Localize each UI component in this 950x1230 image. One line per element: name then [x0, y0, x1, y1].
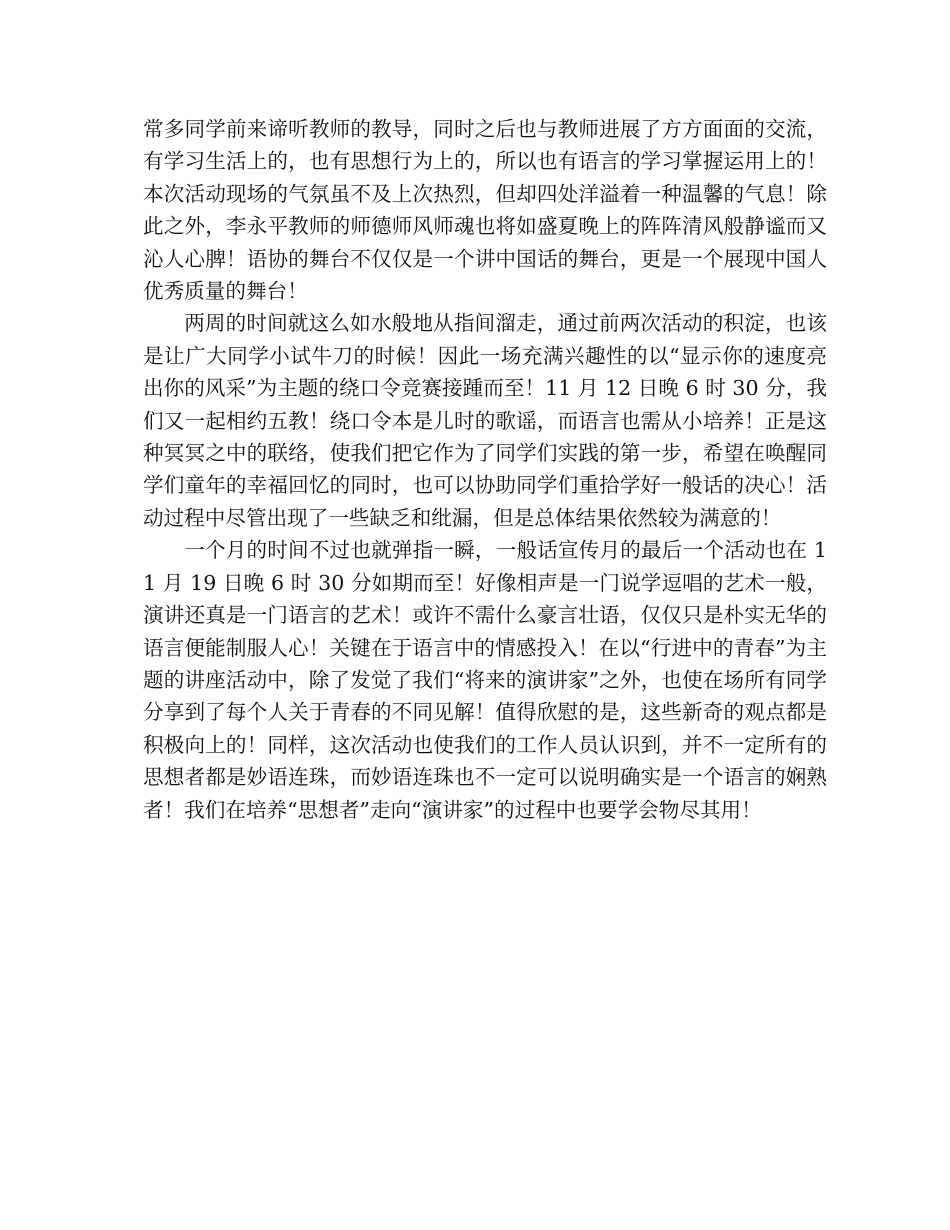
- paragraph-2: 两周的时间就这么如水般地从指间溜走，通过前两次活动的积淀，也该是让广大同学小试牛刀的时候！因此一场充满兴趣性的以“显示你的速度亮出你的风采”为主题的绕口令竞赛接踵而至！11 月 12 日晚 6 时 30 分，我们又一起相约五教！绕口令本是儿时的歌谣，而语言也需从小培养！正是这种冥冥之中的联络，使我们把它作为了同学们实践的第一步，希望在唤醒同学们童年的幸福回忆的同时，也可以协助同学们重拾学好一般话的决心！活动过程中尽管出现了一些缺乏和纰漏，但是总体结果依然较为满意的！: [143, 311, 827, 530]
- paragraph-3: 一个月的时间不过也就弹指一瞬，一般话宣传月的最后一个活动也在 11 月 19 日晚 6 时 30 分如期而至！好像相声是一门说学逗唱的艺术一般，演讲还真是一门语言的艺术！或许不需什么豪言壮语，仅仅只是朴实无华的语言便能制服人心！关键在于语言中的情感投入！在以“行进中的青春”为主题的讲座活动中，除了发觉了我们“将来的演讲家”之外，也使在场所有同学分享到了每个人关于青春的不同见解！值得欣慰的是，这些新奇的观点都是积极向上的！同样，这次活动也使我们的工作人员认识到，并不一定所有的思想者都是妙语连珠，而妙语连珠也不一定可以说明确实是一个语言的娴熟者！我们在培养“思想者”走向“演讲家”的过程中也要学会物尽其用！: [143, 538, 827, 822]
- paragraph-1: 常多同学前来谛听教师的教导，同时之后也与教师进展了方方面面的交流，有学习生活上的，也有思想行为上的，所以也有语言的学习掌握运用上的！本次活动现场的气氛虽不及上次热烈，但却四处洋溢着一种温馨的气息！除此之外，李永平教师的师德师风师魂也将如盛夏晚上的阵阵清风般静谧而又沁人心脾！语协的舞台不仅仅是一个讲中国话的舞台，更是一个展现中国人优秀质量的舞台！: [143, 117, 827, 304]
- document-body: [143, 113, 827, 826]
